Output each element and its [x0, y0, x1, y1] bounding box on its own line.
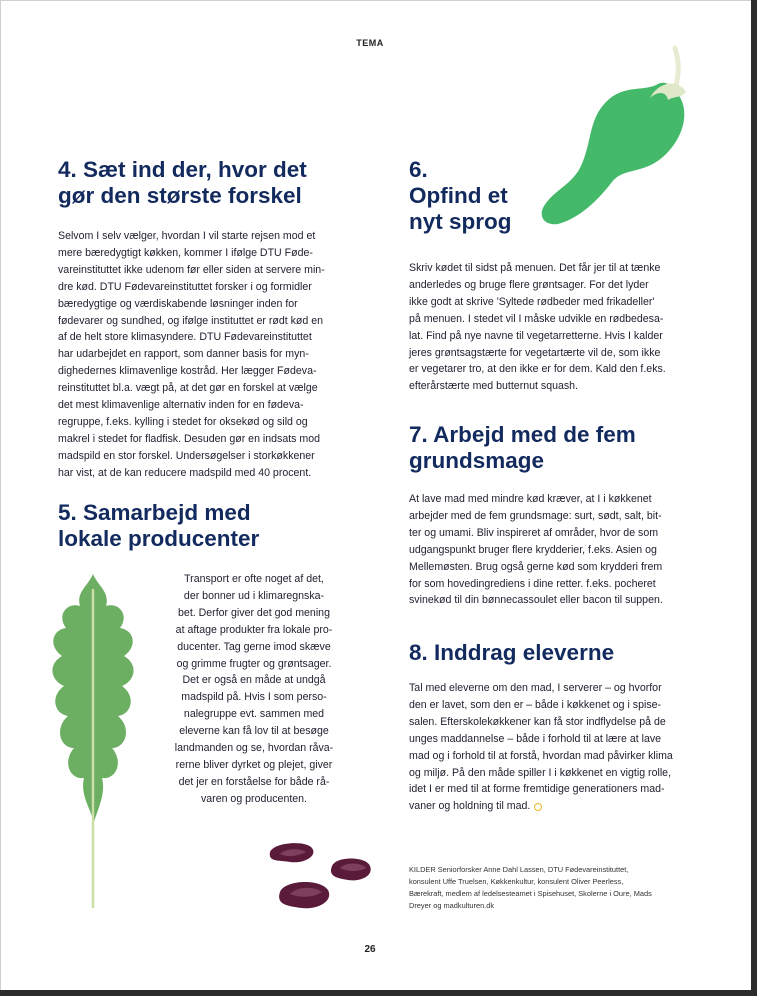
green-bean-pod-icon [540, 40, 690, 230]
section-6-heading [409, 157, 549, 235]
text-line: Mellemøsten. Brug også gerne kød som krydderi frem [409, 560, 663, 573]
text-line: har udarbejdet en rapport, som danner basis for myn- [58, 348, 309, 361]
sources-line: Bærekraft, medlem af ledelsesteamet i Spisehuset, Skolerne i Oure, Mads [409, 889, 652, 898]
kidney-beans-icon [266, 840, 386, 920]
text-line: idet I er med til at forme fremtidige generationers mad- [409, 783, 665, 796]
text-line: madspild på. Hvis I som perso- [181, 691, 327, 704]
text-line: mere bæredygtigt køkken, kommer I ifølge DTU Føde- [58, 246, 313, 259]
text-line: er vegetarer tro, at den ikke er for dem. Kald den f.eks. [409, 363, 666, 376]
text-line: bæredygtige og værdiskabende løsninger inden for [58, 297, 298, 310]
text-line: Selvom I selv vælger, hvordan I vil starte rejsen mod et [58, 230, 316, 242]
text-line: Skriv kødet til sidst på menuen. Det får jer til at tænke [409, 262, 661, 274]
text-line: ter og umami. Bliv inspireret af områder, hvor de som [409, 526, 659, 539]
heading-line: gør den største forskel [58, 183, 302, 208]
text-line: regruppe, f.eks. kylling i stedet for oksekød og sild og [58, 415, 308, 428]
text-line: rerne bliver dyrket og plejet, giver [175, 758, 333, 771]
section-4-body [58, 228, 336, 482]
text-line: for som hovedingrediens i dine retter. f.eks. pocheret [409, 577, 656, 590]
text-line: dighedernes klimavenlige kostråd. Her lægger Fødeva- [58, 365, 317, 378]
heading-line: 7. Arbejd med de fem [409, 422, 636, 447]
section-7-heading [409, 422, 699, 474]
text-line: ikke godt at skrive 'Syltede rødbeder med frikadeller' [409, 295, 655, 308]
text-line: har vist, at de kan reducere madspild med 40 procent. [58, 466, 312, 479]
section-label: TEMA [356, 38, 384, 48]
text-line: vareinstituttet ikke udenom før eller siden at servere min- [58, 263, 325, 276]
text-line: unges maddannelse – både i forhold til at lære at lave [409, 732, 662, 745]
text-line: bet. Derfor giver det god mening [178, 606, 330, 619]
sources-credits [409, 864, 687, 912]
section-5-body [168, 571, 340, 808]
text-line-content: vaner og holdning til mad. [409, 800, 531, 813]
text-line: det jer en forståelse for både rå- [178, 775, 330, 788]
text-line: ducenter. Tag gerne imod skæve [177, 640, 331, 653]
text-line: og grimme frugter og grøntsager. [176, 657, 332, 670]
section-6-body [409, 260, 685, 395]
page-number: 26 [364, 944, 376, 955]
sources-line: konsulent Uffe Truelsen, Køkkenkultur, konsulent Oliver Peerless, [409, 877, 624, 886]
circle-end-mark-icon [534, 803, 542, 811]
section-7-body [409, 491, 685, 609]
text-line: og miljø. På den måde spiller I i køkkenet en vigtig rolle, [409, 766, 672, 779]
text-line: Transport er ofte noget af det, [184, 573, 324, 585]
text-line [409, 798, 685, 815]
text-line: anderledes og bruge flere grøntsager. For det lyder [409, 278, 649, 291]
heading-line: 6. [409, 157, 428, 182]
heading-line: Opfind et [409, 183, 508, 208]
oak-leaf-icon [38, 572, 148, 912]
text-line: det mest klimavenlige alternativ inden for en fødeva- [58, 399, 304, 412]
text-line: svinekød til din bønnecassoulet eller bacon til suppen. [409, 594, 663, 607]
heading-line: 8. Inddrag eleverne [409, 640, 615, 665]
text-line: der bonner ud i klimaregnska- [183, 589, 325, 602]
section-5-heading [58, 500, 348, 552]
text-line: udgangspunkt bruger flere krydderier, f.eks. Asien og [409, 543, 657, 556]
text-line: fødevarer og sundhed, og ifølge instituttet er rødt kød en [58, 314, 323, 327]
text-line: jeres grøntsagstærte for vegetartærte vil de, som ikke [409, 346, 661, 359]
text-line: salen. Efterskolekøkkener kan få stor indflydelse på de [409, 715, 666, 728]
text-line: reinstituttet bl.a. vægt på, at det gør en forskel at vælge [58, 382, 318, 395]
sources-line: Dreyer og madkulturen.dk [409, 901, 495, 910]
text-line: nalegruppe evt. sammen med [183, 708, 325, 721]
section-8-heading [409, 640, 699, 666]
section-4-heading [58, 157, 348, 209]
heading-line: 4. Sæt ind der, hvor det [58, 157, 307, 182]
text-line: landmanden og se, hvordan råva- [174, 742, 334, 755]
text-line: Det er også en måde at undgå [182, 674, 326, 687]
text-line: arbejder med de fem grundsmage: surt, sødt, salt, bit- [409, 509, 662, 522]
text-line: mad og i forhold til at forstå, hvordan mad påvirker klima [409, 749, 673, 762]
text-line: varen og producenten. [200, 792, 307, 805]
text-line: Tal med eleverne om den mad, I serverer – og hvorfor [409, 682, 662, 694]
heading-line: nyt sprog [409, 209, 512, 234]
text-line: at aftage produkter fra lokale pro- [175, 623, 333, 636]
text-line: At lave mad med mindre kød kræver, at I i køkkenet [409, 493, 652, 505]
text-line: efterårstærte med butternut squash. [409, 380, 578, 393]
text-line: madspild en stor forskel. Undersøgelser i storkøkkener [58, 449, 315, 462]
text-line: af de helt store klimasyndere. DTU Fødevareinstituttet [58, 331, 312, 344]
section-8-body [409, 680, 685, 815]
heading-line: grundsmage [409, 448, 545, 473]
text-line: makrel i stedet for fladfisk. Desuden gør en indsats mod [58, 432, 321, 445]
heading-line: 5. Samarbejd med [58, 500, 251, 525]
text-line: på menuen. I stedet vil I måske udvikle en rødbedesa- [409, 312, 664, 325]
text-line: eleverne kan få lov til at besøge [179, 725, 329, 738]
text-line: lat. Find på nye navne til vegetarretterne. Hvis I kalder [409, 329, 663, 342]
text-line: den er lavet, som den er – både i køkkenet og i spise- [409, 698, 662, 711]
text-line: dre kød. DTU Fødevareinstituttet forsker i og formidler [58, 280, 312, 293]
sources-line: KILDER Seniorforsker Anne Dahl Lassen, DTU Fødevareinstituttet, [409, 865, 629, 874]
heading-line: lokale producenter [58, 526, 260, 551]
